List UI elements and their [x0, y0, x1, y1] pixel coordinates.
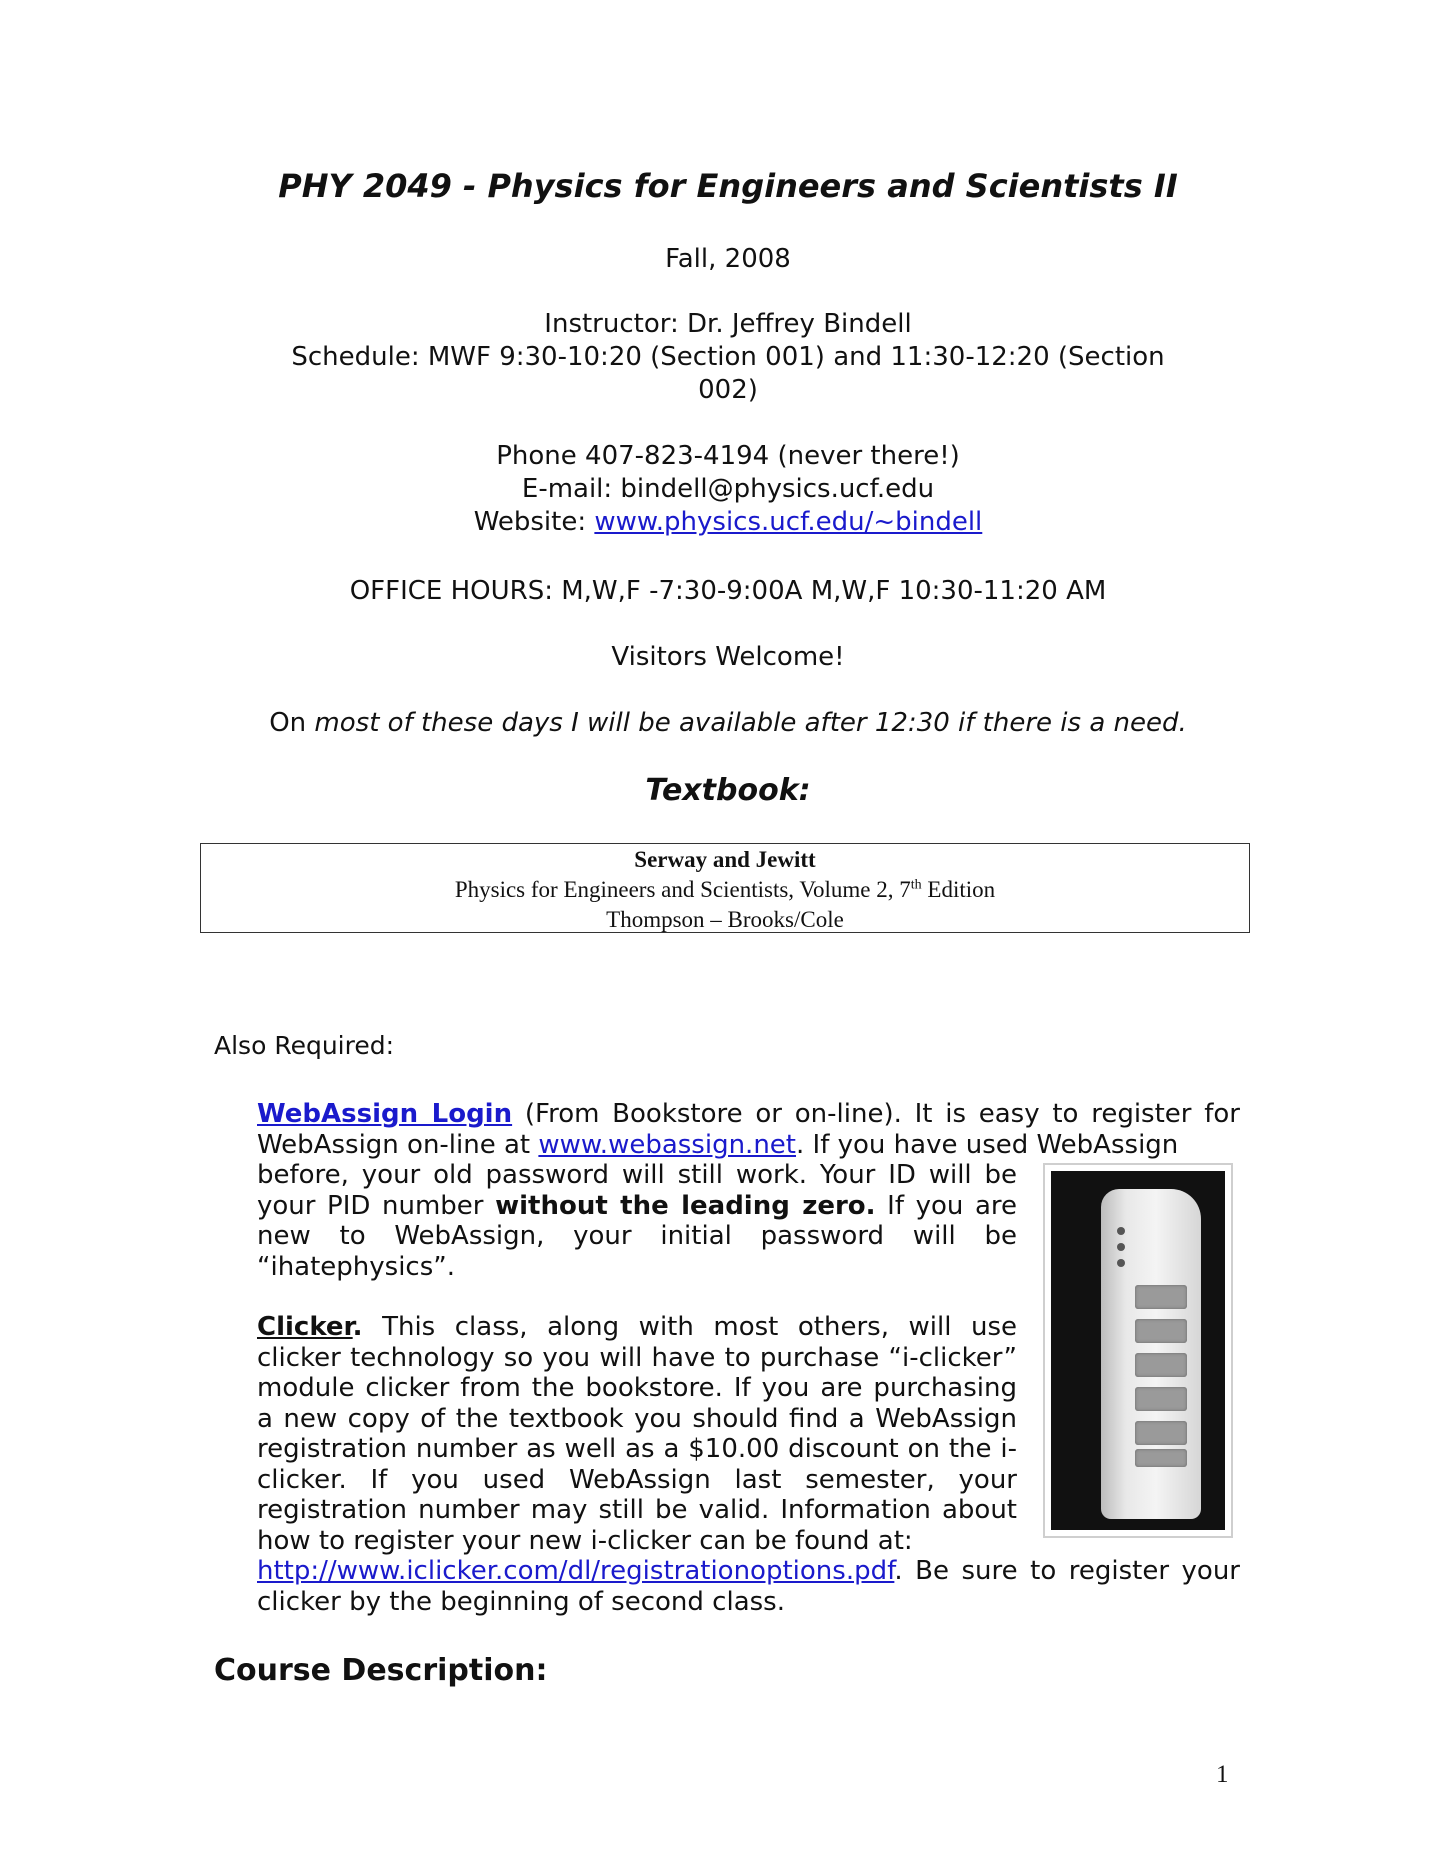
phone-line: Phone 407-823-4194 (never there!)	[496, 441, 960, 471]
course-title: PHY 2049 - Physics for Engineers and Scientists II	[278, 167, 1178, 205]
clicker-button-shape	[1135, 1285, 1187, 1309]
webassign-text-1: (From Bookstore or on-line). It is easy to register for WebAssign on-line at	[257, 1099, 1240, 1160]
schedule-line-1: Schedule: MWF 9:30-10:20 (Section 001) and 11:30-12:20 (Section	[291, 342, 1165, 372]
term: Fall, 2008	[665, 244, 791, 274]
webassign-login-link[interactable]: WebAssign Login	[257, 1099, 513, 1129]
office-hours: OFFICE HOURS: M,W,F -7:30-9:00A M,W,F 10:30-11:20 AM	[349, 576, 1107, 606]
clicker-button-shape	[1135, 1449, 1187, 1467]
also-required-label: Also Required:	[214, 1031, 395, 1060]
webassign-text-2: . If you have used WebAssign	[796, 1129, 1179, 1160]
clicker-button-shape	[1135, 1319, 1187, 1343]
iclicker-registration-link[interactable]: http://www.iclicker.com/dl/registrationoptions.pdf	[257, 1556, 895, 1586]
visitors-welcome: Visitors Welcome!	[611, 642, 845, 672]
instructor-line: Instructor: Dr. Jeffrey Bindell	[544, 309, 912, 339]
course-description-heading: Course Description:	[214, 1653, 548, 1688]
i-clicker-device-image	[1043, 1163, 1233, 1538]
instructor-schedule	[200, 308, 1256, 407]
clicker-text-2: . Be sure to register your clicker by the beginning of second class.	[257, 1556, 1240, 1617]
textbook-title-sup: th	[910, 877, 922, 893]
website-link[interactable]: www.physics.ucf.edu/~bindell	[594, 507, 983, 537]
webassign-bold-note: without the leading zero.	[495, 1190, 876, 1221]
webassign-text-4: If you are new to WebAssign, your initial password will be “ihatephysics”.	[257, 1190, 1017, 1282]
led-dot	[1117, 1243, 1125, 1251]
textbook-title	[201, 875, 1249, 905]
availability-prefix: On	[269, 708, 315, 738]
website-line	[200, 506, 1256, 539]
clicker-paragraph-end	[257, 1556, 1240, 1617]
website-label: Website:	[473, 507, 595, 537]
clicker-button-shape	[1135, 1353, 1187, 1377]
textbook-title-suffix: Edition	[921, 877, 996, 902]
webassign-site-link[interactable]: www.webassign.net	[538, 1129, 796, 1160]
schedule-line-2: 002)	[698, 375, 758, 405]
availability-note	[200, 706, 1256, 740]
webassign-paragraph-rest	[257, 1160, 1017, 1282]
page-number: 1	[1216, 1761, 1229, 1788]
email-line: E-mail: bindell@physics.ucf.edu	[521, 474, 935, 504]
clicker-label: Clicker	[257, 1312, 353, 1342]
led-dot	[1117, 1227, 1125, 1235]
clicker-label-period: .	[352, 1312, 363, 1342]
clicker-button-shape	[1135, 1387, 1187, 1411]
clicker-text-1: This class, along with most others, will use clicker technology so you will have to purchase “i-clicker” module clicker from the bookstore. If you are purchasing a new copy of the textbook you should find a WebAssign registration number as well as a $10.00 discount on the i-clicker. If you used WebAssign last semester, your registration number may still be valid. Information about how to register your new i-clicker can be found at:	[257, 1312, 1017, 1556]
textbook-publisher: Thompson – Brooks/Cole	[606, 907, 844, 932]
photo-background	[1051, 1171, 1225, 1530]
contact-info	[200, 440, 1256, 539]
textbook-title-prefix: Physics for Engineers and Scientists, Volume 2, 7	[454, 877, 911, 902]
clicker-paragraph	[257, 1312, 1017, 1556]
webassign-text-3: before, your old password will still work. Your ID will be your PID number	[257, 1160, 1017, 1221]
textbook-heading: Textbook:	[645, 773, 811, 808]
availability-text: most of these days I will be available after 12:30 if there is a need.	[314, 708, 1187, 738]
led-dot	[1117, 1259, 1125, 1267]
clicker-button-shape	[1135, 1421, 1187, 1445]
clicker-body	[1101, 1189, 1201, 1519]
textbook-authors: Serway and Jewitt	[634, 847, 816, 872]
webassign-paragraph-top	[257, 1099, 1240, 1160]
textbook-box	[200, 843, 1250, 933]
